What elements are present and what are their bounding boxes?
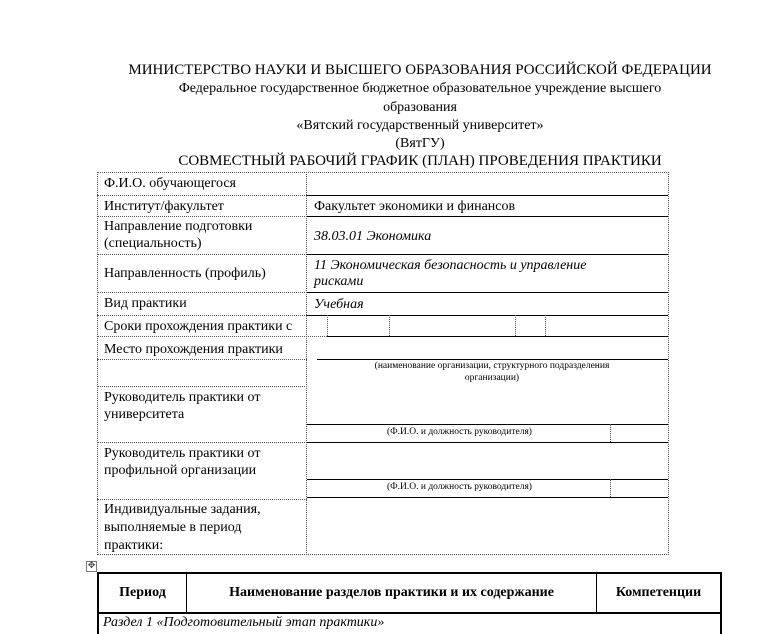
dates-label: Сроки прохождения практики с [104,319,293,334]
institute-field[interactable]: Факультет экономики и финансов [314,199,516,214]
place-label: Место прохождения практики [104,342,283,357]
direction-label-2: (специальность) [104,236,202,251]
practice-type-field[interactable]: Учебная [314,297,364,312]
section-1-title: Раздел 1 «Подготовительный этап практики» [103,615,385,630]
document-title: СОВМЕСТНЫЙ РАБОЧИЙ ГРАФИК (ПЛАН) ПРОВЕДЕНИЯ ПРАКТИКИ [178,153,662,169]
col-competencies: Компетенции [615,585,702,600]
org-supervisor-label-2: профильной организации [104,463,257,478]
student-label: Ф.И.О. обучающегося [104,176,236,191]
institution-line-2: образования [383,100,457,115]
profile-label: Направленность (профиль) [104,266,266,281]
col-period: Период [119,585,166,600]
place-caption-line-1: (наименование организации, структурного подразделения [374,361,610,371]
ministry-heading: МИНИСТЕРСТВО НАУКИ И ВЫСШЕГО ОБРАЗОВАНИЯ РОССИЙСКОЙ ФЕДЕРАЦИИ [128,62,712,78]
tasks-label-1: Индивидуальные задания, [104,502,261,517]
direction-field[interactable]: 38.03.01 Экономика [314,229,432,244]
profile-field-line-1[interactable]: 11 Экономическая безопасность и управление [314,258,587,273]
tasks-label-2: выполняемые в период [104,520,242,535]
place-caption-line-2: организации) [464,373,520,383]
practice-info-table [97,172,669,555]
schedule-table [97,572,722,634]
institution-line-1: Федеральное государственное бюджетное образовательное учреждение высшего [178,81,662,96]
tasks-label-3: практики: [104,538,164,553]
university-abbr: (ВятГУ) [395,136,445,151]
practice-type-label: Вид практики [104,296,187,311]
move-handle-icon[interactable]: ✥ [87,561,96,571]
uni-supervisor-label-1: Руководитель практики от [104,390,261,405]
profile-field-line-2[interactable]: рисками [314,274,364,289]
direction-label-1: Направление подготовки [104,219,253,234]
university-name: «Вятский государственный университет» [296,118,544,133]
org-supervisor-label-1: Руководитель практики от [104,446,261,461]
uni-supervisor-caption: (Ф.И.О. и должность руководителя) [387,427,532,437]
uni-supervisor-label-2: университета [104,407,185,422]
institute-label: Институт/факультет [104,199,224,214]
org-supervisor-caption: (Ф.И.О. и должность руководителя) [387,482,532,492]
col-sections: Наименование разделов практики и их содержание [229,585,554,600]
